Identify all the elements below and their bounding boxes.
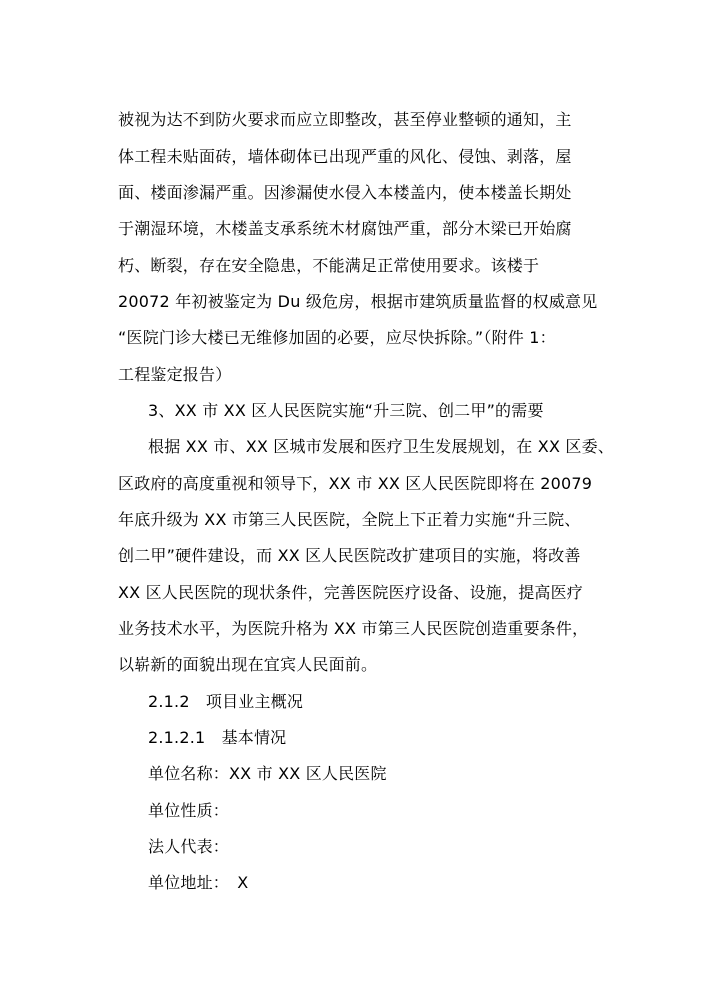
legal-representative-line: 法人代表： bbox=[148, 837, 230, 856]
unit-nature-line: 单位性质： bbox=[148, 801, 230, 820]
paragraph-line-2: 体工程未贴面砖，墙体砌体已出现严重的风化、侵蚀、剥落，屋 bbox=[118, 147, 572, 166]
unit-address-line: 单位地址： X bbox=[148, 873, 249, 892]
paragraph-line-9: 根据 XX 市、XX 区城市发展和医疗卫生发展规划，在 XX 区委、 bbox=[148, 437, 614, 456]
paragraph-line-12: 创二甲”硬件建设，而 XX 区人民医院改扩建项目的实施，将改善 bbox=[118, 546, 581, 565]
paragraph-line-8: 工程鉴定报告） bbox=[118, 365, 232, 384]
unit-name-line: 单位名称：XX 市 XX 区人民医院 bbox=[148, 764, 387, 783]
subsection-heading-2-1-2-1: 2.1.2.1 基本情况 bbox=[148, 728, 287, 747]
paragraph-line-3: 面、楼面渗漏严重。因渗漏使水侵入本楼盖内，使本楼盖长期处 bbox=[118, 183, 572, 202]
paragraph-line-1: 被视为达不到防火要求而应立即整改，甚至停业整顿的通知，主 bbox=[118, 110, 572, 129]
paragraph-line-14: 业务技术水平，为医院升格为 XX 市第三人民医院创造重要条件， bbox=[118, 619, 589, 638]
section-heading-3: 3、XX 市 XX 区人民医院实施“升三院、创二甲”的需要 bbox=[148, 401, 544, 420]
paragraph-line-15: 以崭新的面貌出现在宜宾人民面前。 bbox=[118, 655, 378, 674]
paragraph-line-6: 20072 年初被鉴定为 Du 级危房，根据市建筑质量监督的权威意见 bbox=[118, 292, 598, 311]
subsection-heading-2-1-2: 2.1.2 项目业主概况 bbox=[148, 692, 304, 711]
paragraph-line-13: XX 区人民医院的现状条件，完善医院医疗设备、设施，提高医疗 bbox=[118, 583, 584, 602]
paragraph-line-11: 年底升级为 XX 市第三人民医院，全院上下正着力实施“升三院、 bbox=[118, 510, 581, 529]
paragraph-line-5: 朽、断裂，存在安全隐患，不能满足正常使用要求。该楼于 bbox=[118, 256, 540, 275]
paragraph-line-4: 于潮湿环境，木楼盖支承系统木材腐蚀严重，部分木梁已开始腐 bbox=[118, 219, 572, 238]
paragraph-line-10: 区政府的高度重视和领导下，XX 市 XX 区人民医院即将在 20079 bbox=[118, 474, 593, 493]
paragraph-line-7: “医院门诊大楼已无维修加固的必要，应尽快拆除。”（附件 1： bbox=[118, 328, 556, 347]
